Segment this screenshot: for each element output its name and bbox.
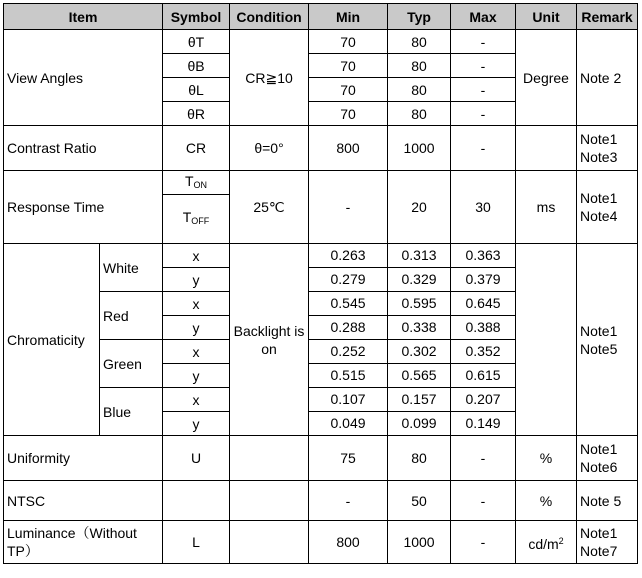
contrast-min: 800 xyxy=(309,126,388,171)
contrast-condition: θ=0° xyxy=(230,126,309,171)
header-symbol: Symbol xyxy=(163,4,230,30)
header-row xyxy=(4,4,638,30)
max-cell: - xyxy=(451,78,516,102)
max-cell: - xyxy=(451,54,516,78)
remark-line: Note1 xyxy=(580,525,618,541)
header-remark: Remark xyxy=(577,4,638,30)
luminance-min: 800 xyxy=(309,521,388,564)
remark-line: Note5 xyxy=(580,340,618,357)
color-name: Red xyxy=(100,292,163,340)
typ-cell: 0.157 xyxy=(388,388,451,412)
typ-cell: 0.338 xyxy=(388,316,451,340)
max-cell: 0.645 xyxy=(451,292,516,316)
response-typ: 20 xyxy=(388,171,451,244)
view-angles-unit: Degree xyxy=(516,30,577,126)
view-angles-remark: Note 2 xyxy=(577,30,638,126)
typ-cell: 0.099 xyxy=(388,412,451,436)
symbol-cell: y xyxy=(163,364,230,388)
luminance-condition xyxy=(230,521,309,564)
table-row xyxy=(4,244,638,268)
remark-line: Note6 xyxy=(580,459,618,475)
remark-line: Note1 xyxy=(580,190,618,206)
ntsc-unit: % xyxy=(516,481,577,521)
header-max: Max xyxy=(451,4,516,30)
uniformity-unit: % xyxy=(516,436,577,481)
response-unit: ms xyxy=(516,171,577,244)
uniformity-typ: 80 xyxy=(388,436,451,481)
max-cell: 0.363 xyxy=(451,244,516,268)
header-condition: Condition xyxy=(230,4,309,30)
header-min: Min xyxy=(309,4,388,30)
min-cell: 0.515 xyxy=(309,364,388,388)
luminance-remark xyxy=(577,521,638,564)
typ-cell: 0.565 xyxy=(388,364,451,388)
table-row xyxy=(4,481,638,521)
chromaticity-remark xyxy=(577,244,638,436)
min-cell: 70 xyxy=(309,102,388,126)
max-cell: 0.149 xyxy=(451,412,516,436)
chromaticity-condition: Backlight is on xyxy=(230,244,309,436)
chromaticity-item: Chromaticity xyxy=(4,244,100,436)
view-angles-condition: CR≧10 xyxy=(230,30,309,126)
min-cell: 0.263 xyxy=(309,244,388,268)
contrast-unit xyxy=(516,126,577,171)
view-angles-item: View Angles xyxy=(4,30,163,126)
symbol-subscript: OFF xyxy=(191,216,210,226)
luminance-symbol: L xyxy=(163,521,230,564)
luminance-item: Luminance（Without TP） xyxy=(4,521,163,564)
min-cell: 0.107 xyxy=(309,388,388,412)
max-cell: 0.207 xyxy=(451,388,516,412)
response-max: 30 xyxy=(451,171,516,244)
ntsc-min: - xyxy=(309,481,388,521)
color-name: Green xyxy=(100,340,163,388)
typ-cell: 0.313 xyxy=(388,244,451,268)
symbol-cell: x xyxy=(163,388,230,412)
color-name: Blue xyxy=(100,388,163,436)
symbol-cell: x xyxy=(163,340,230,364)
contrast-typ: 1000 xyxy=(388,126,451,171)
remark-line: Note7 xyxy=(580,543,618,559)
unit-superscript: 2 xyxy=(558,535,564,546)
uniformity-condition xyxy=(230,436,309,481)
header-item: Item xyxy=(4,4,163,30)
min-cell: 0.545 xyxy=(309,292,388,316)
contrast-symbol: CR xyxy=(163,126,230,171)
symbol-subscript: ON xyxy=(193,179,208,190)
ntsc-symbol xyxy=(163,481,230,521)
contrast-max: - xyxy=(451,126,516,171)
uniformity-symbol: U xyxy=(163,436,230,481)
ntsc-remark: Note 5 xyxy=(577,481,638,521)
symbol-base: T xyxy=(184,172,194,189)
ntsc-condition xyxy=(230,481,309,521)
typ-cell: 80 xyxy=(388,30,451,54)
ntsc-max: - xyxy=(451,481,516,521)
symbol-cell: y xyxy=(163,316,230,340)
ntsc-item: NTSC xyxy=(4,481,163,521)
symbol-cell: x xyxy=(163,244,230,268)
uniformity-remark xyxy=(577,436,638,481)
remark-line: Note1 xyxy=(580,322,618,339)
typ-cell: 0.329 xyxy=(388,268,451,292)
response-min: - xyxy=(309,171,388,244)
min-cell: 70 xyxy=(309,30,388,54)
uniformity-item: Uniformity xyxy=(4,436,163,481)
chromaticity-unit xyxy=(516,244,577,436)
table-row xyxy=(4,436,638,481)
contrast-remark xyxy=(577,126,638,171)
uniformity-min: 75 xyxy=(309,436,388,481)
response-item: Response Time xyxy=(4,171,163,244)
min-cell: 70 xyxy=(309,78,388,102)
min-cell: 0.279 xyxy=(309,268,388,292)
ntsc-typ: 50 xyxy=(388,481,451,521)
remark-line: Note1 xyxy=(580,441,618,457)
contrast-item: Contrast Ratio xyxy=(4,126,163,171)
symbol-base: T xyxy=(182,209,192,225)
max-cell: - xyxy=(451,102,516,126)
optical-spec-table xyxy=(3,3,638,564)
symbol-cell: y xyxy=(163,412,230,436)
max-cell: 0.352 xyxy=(451,340,516,364)
typ-cell: 80 xyxy=(388,54,451,78)
typ-cell: 80 xyxy=(388,78,451,102)
max-cell: 0.615 xyxy=(451,364,516,388)
response-condition: 25℃ xyxy=(230,171,309,244)
unit-base: cd/m xyxy=(528,535,559,552)
symbol-cell: θL xyxy=(163,78,230,102)
symbol-cell: θT xyxy=(163,30,230,54)
header-unit: Unit xyxy=(516,4,577,30)
min-cell: 0.049 xyxy=(309,412,388,436)
max-cell: 0.379 xyxy=(451,268,516,292)
remark-line: Note3 xyxy=(580,149,618,165)
remark-line: Note1 xyxy=(580,131,618,147)
color-name: White xyxy=(100,244,163,292)
table-row xyxy=(4,126,638,171)
max-cell: - xyxy=(451,30,516,54)
table-row xyxy=(4,171,638,195)
luminance-typ: 1000 xyxy=(388,521,451,564)
max-cell: 0.388 xyxy=(451,316,516,340)
symbol-cell: x xyxy=(163,292,230,316)
typ-cell: 80 xyxy=(388,102,451,126)
luminance-max: - xyxy=(451,521,516,564)
typ-cell: 0.302 xyxy=(388,340,451,364)
remark-line: Note4 xyxy=(580,208,618,224)
table-row xyxy=(4,30,638,54)
luminance-unit xyxy=(516,521,577,564)
uniformity-max: - xyxy=(451,436,516,481)
table-row xyxy=(4,521,638,564)
ton-symbol xyxy=(163,171,230,195)
min-cell: 0.288 xyxy=(309,316,388,340)
min-cell: 70 xyxy=(309,54,388,78)
toff-symbol xyxy=(163,195,230,244)
header-typ: Typ xyxy=(388,4,451,30)
typ-cell: 0.595 xyxy=(388,292,451,316)
symbol-cell: θB xyxy=(163,54,230,78)
min-cell: 0.252 xyxy=(309,340,388,364)
symbol-cell: θR xyxy=(163,102,230,126)
symbol-cell: y xyxy=(163,268,230,292)
response-remark xyxy=(577,171,638,244)
